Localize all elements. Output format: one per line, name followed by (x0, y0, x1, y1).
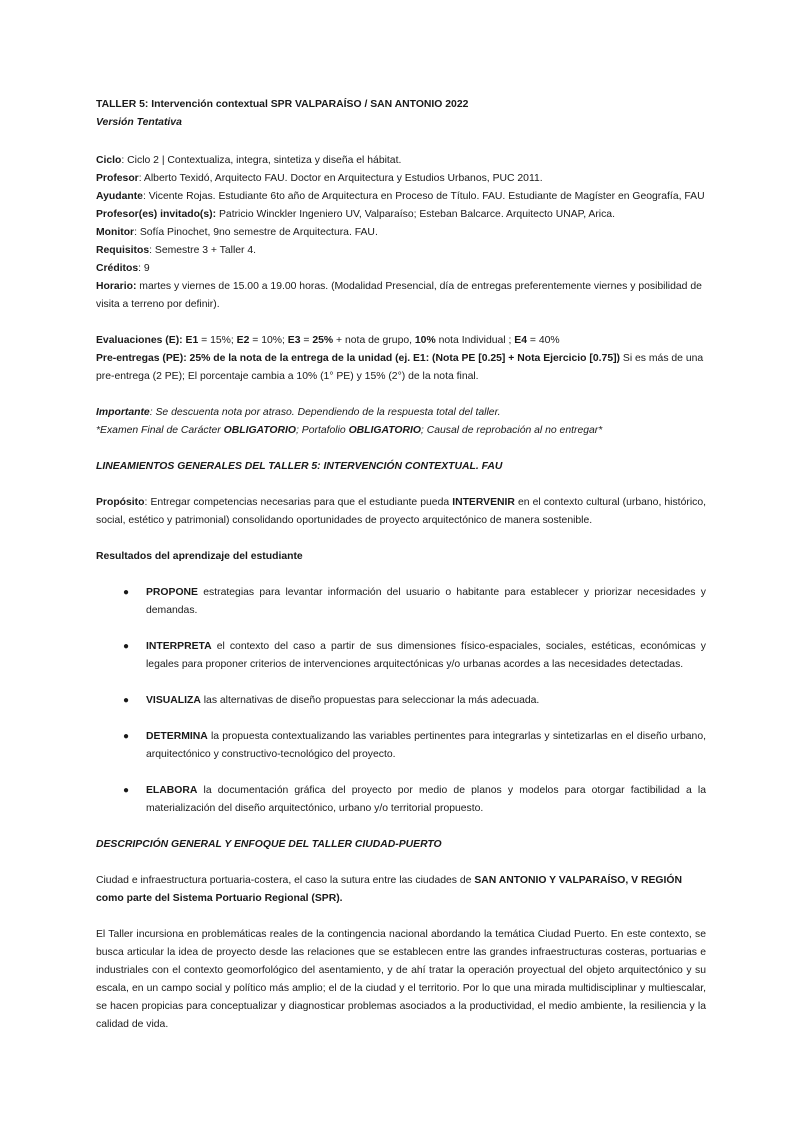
examen-line: *Examen Final de Carácter OBLIGATORIO; Portafolio OBLIGATORIO; Causal de reprobación al no entregar* (96, 425, 603, 436)
bullet-icon: ● (123, 731, 130, 742)
info-ayudante: Ayudante: Vicente Rojas. Estudiante 6to año de Arquitectura en Proceso de Título. FAU. Estudiante de Magíster en Geografía, FAU (96, 191, 705, 202)
descripcion-paragraph-1: Ciudad e infraestructura portuaria-costera, el caso la sutura entre las ciudades de SAN ANTONIO Y VALPARAÍSO, V REGIÓN como parte del Sistema Portuario Regional (SPR). (96, 875, 682, 904)
info-monitor: Monitor: Sofía Pinochet, 9no semestre de Arquitectura. FAU. (96, 227, 378, 238)
list-item: ● ELABORA la documentación gráfica del proyecto por medio de planos y modelos para otorgar factibilidad a la materialización del diseño arquitectónico, urbano y/o territorial propuesto. (96, 782, 706, 818)
resultados-list (96, 584, 706, 818)
list-item: ● INTERPRETA el contexto del caso a partir de sus dimensiones físico-espaciales, sociales, estéticas, económicas y legales para proponer criterios de intervenciones arquitectónicas y/o urbanas acordes a las necesidades detectadas. (96, 638, 706, 674)
info-horario: Horario: martes y viernes de 15.00 a 19.00 horas. (Modalidad Presencial, día de entregas preferentemente viernes y posibilidad de visita a terreno por definir). (96, 281, 702, 310)
list-item: ● VISUALIZA las alternativas de diseño propuestas para seleccionar la más adecuada. (96, 692, 706, 710)
bullet-icon: ● (123, 587, 130, 598)
resultados-heading: Resultados del aprendizaje del estudiante (96, 551, 303, 562)
info-ciclo: Ciclo: Ciclo 2 | Contextualiza, integra, sintetiza y diseña el hábitat. (96, 155, 402, 166)
proposito-paragraph: Propósito: Entregar competencias necesarias para que el estudiante pueda INTERVENIR en el contexto cultural (urbano, histórico, social, estético y patrimonial) consolidando oportunidades de proyecto arquitectónico de manera sostenible. (96, 497, 706, 526)
bullet-icon: ● (123, 695, 130, 706)
bullet-icon: ● (123, 785, 130, 796)
info-creditos: Créditos: 9 (96, 263, 150, 274)
list-item: ● PROPONE estrategias para levantar información del usuario o habitante para establecer y priorizar necesidades y demandas. (96, 584, 706, 620)
pre-entregas-line: Pre-entregas (PE): 25% de la nota de la entrega de la unidad (ej. E1: (Nota PE [0.25] + Nota Ejercicio [0.75]) Si es más de una pre-entrega (2 PE); El porcentaje cambia a 10% (1° PE) y 15% (2°) de la nota final. (96, 353, 704, 382)
descripcion-paragraph-2: El Taller incursiona en problemáticas reales de la contingencia nacional abordando la temática Ciudad Puerto. En este contexto, se busca articular la idea de proyecto desde las relaciones que se establecen entre las grandes infraestructuras costeras, portuarias e industriales con el contexto geomorfológico del asentamiento, y de ahí tratar la operación proyectual del objeto arquitectónico y su escala, en un campo social y político más amplio; el de la ciudad y el territorio. Por lo que una mirada multidisciplinar y multiescalar, se hacen propicias para conceptualizar y diagnosticar problemas asociados a la productividad, el medio ambiente, la resiliencia y la calidad de vida. (96, 929, 706, 1030)
document-title: TALLER 5: Intervención contextual SPR VALPARAÍSO / SAN ANTONIO 2022 (96, 99, 469, 110)
list-item: ● DETERMINA la propuesta contextualizando las variables pertinentes para integrarlas y sintetizarlas en el diseño urbano, arquitectónico y constructivo-tecnológico del proyecto. (96, 728, 706, 764)
document-version: Versión Tentativa (96, 117, 182, 128)
lineamientos-heading: LINEAMIENTOS GENERALES DEL TALLER 5: INTERVENCIÓN CONTEXTUAL. FAU (96, 461, 503, 472)
info-invitados: Profesor(es) invitado(s): Patricio Winckler Ingeniero UV, Valparaíso; Esteban Balcarce. Arquitecto UNAP, Arica. (96, 209, 615, 220)
info-profesor: Profesor: Alberto Texidó, Arquitecto FAU. Doctor en Arquitectura y Estudios Urbanos, PUC 2011. (96, 173, 543, 184)
importante-line: Importante: Se descuenta nota por atraso. Dependiendo de la respuesta total del taller. (96, 407, 501, 418)
document-page (96, 96, 706, 1034)
info-requisitos: Requisitos: Semestre 3 + Taller 4. (96, 245, 257, 256)
bullet-icon: ● (123, 641, 130, 652)
evaluaciones-line: Evaluaciones (E): E1 = 15%; E2 = 10%; E3 = 25% + nota de grupo, 10% nota Individual ; E4 = 40% (96, 335, 560, 346)
descripcion-heading: DESCRIPCIÓN GENERAL Y ENFOQUE DEL TALLER CIUDAD-PUERTO (96, 839, 442, 850)
